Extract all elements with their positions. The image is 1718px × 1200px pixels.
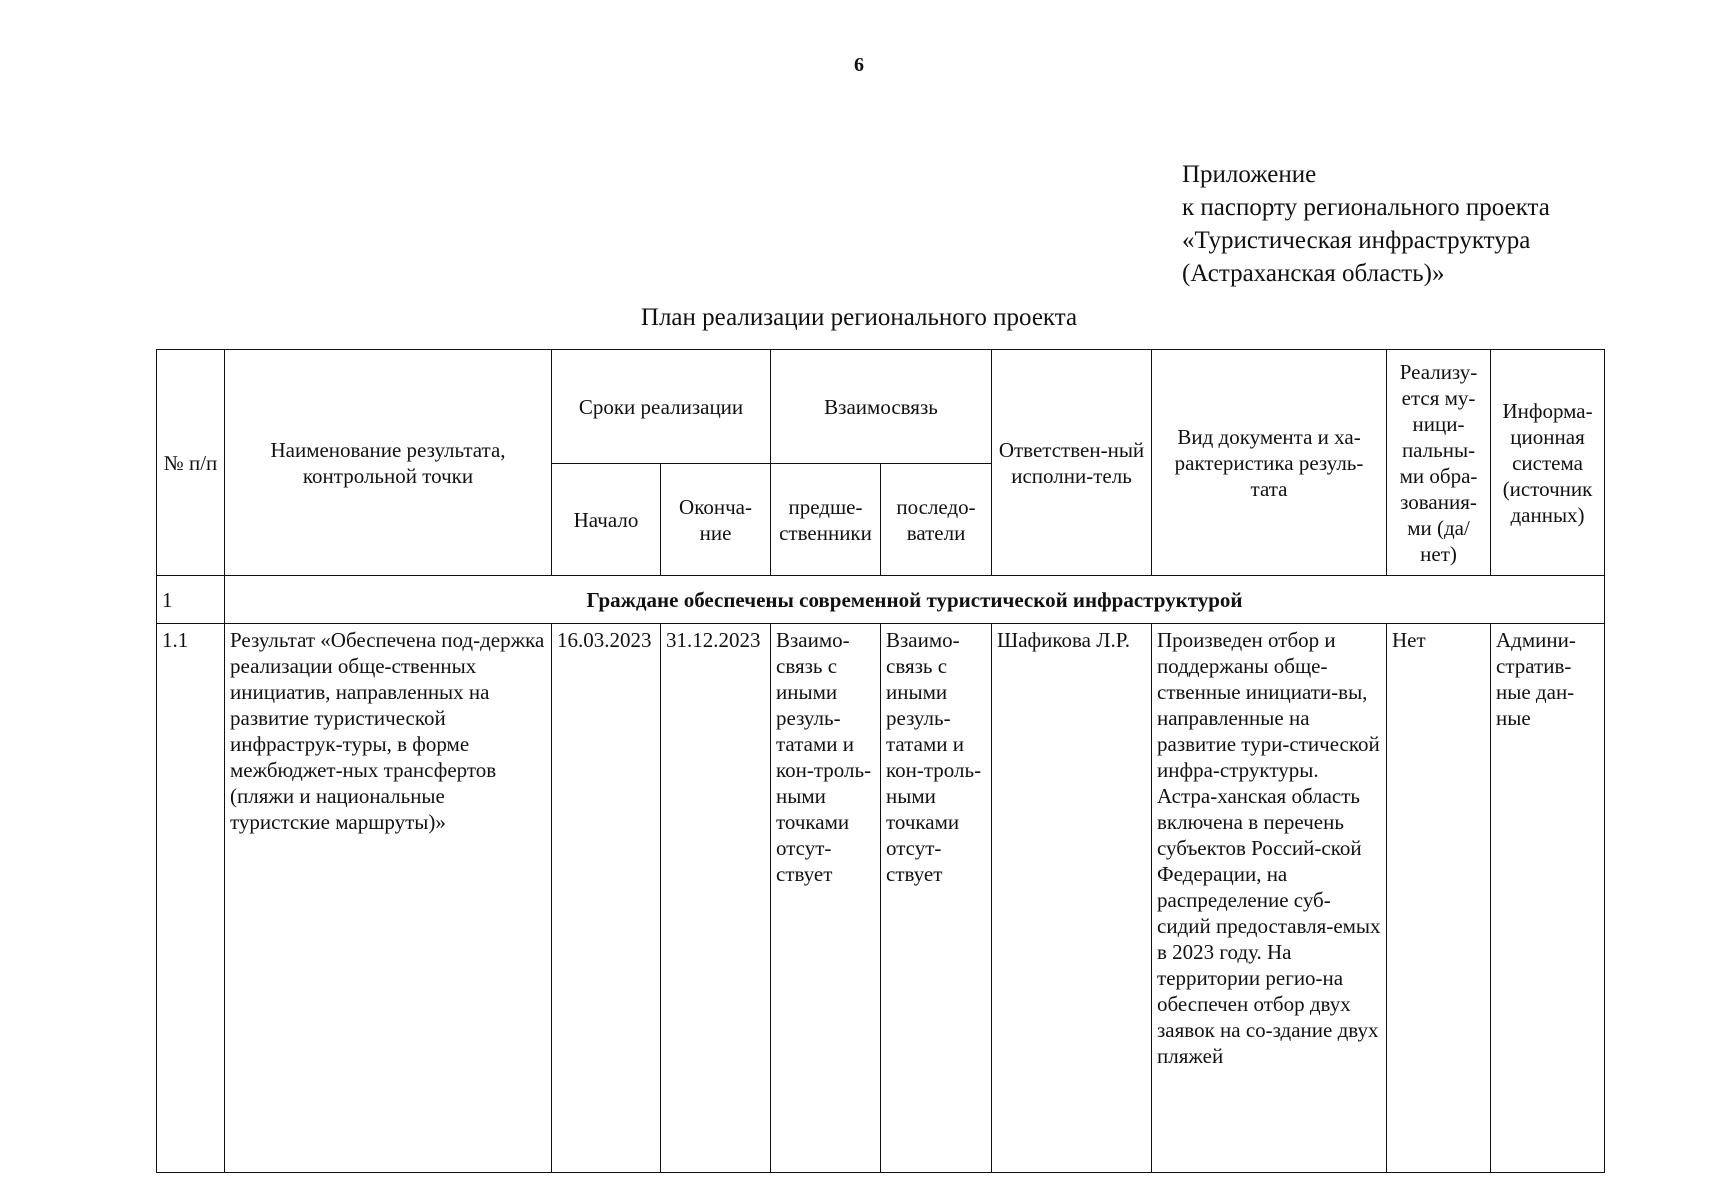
- info-system-cell: Админи-стратив-ные дан-ные: [1491, 624, 1605, 1173]
- end-date: 31.12.2023: [661, 624, 771, 1173]
- appendix-heading: [1182, 158, 1550, 290]
- table-row: [157, 624, 1605, 1173]
- predecessors-cell: Взаимо-связь с иными резуль-татами и кон-троль-ными точками отсут-ствует: [771, 624, 881, 1173]
- successors-cell: Взаимо-связь с иными резуль-татами и кон-троль-ными точками отсут-ствует: [881, 624, 992, 1173]
- header-successors: последо-ватели: [881, 464, 992, 576]
- header-end: Оконча-ние: [661, 464, 771, 576]
- section-title: Граждане обеспечены современной туристической инфраструктурой: [225, 576, 1605, 624]
- appendix-line: (Астраханская область)»: [1182, 260, 1445, 287]
- header-relation: Взаимосвязь: [771, 350, 992, 464]
- appendix-line: Приложение: [1182, 161, 1317, 188]
- header-name: Наименование результата, контрольной точки: [225, 350, 552, 576]
- appendix-line: к паспорту регионального проекта: [1182, 194, 1550, 221]
- header-responsible: Ответствен-ный исполни-тель: [992, 350, 1152, 576]
- appendix-line: «Туристическая инфраструктура: [1182, 227, 1531, 254]
- section-row: [157, 576, 1605, 624]
- header-num: № п/п: [157, 350, 225, 576]
- plan-title: План реализации регионального проекта: [640, 304, 1078, 331]
- header-terms: Сроки реализации: [552, 350, 771, 464]
- row-number: 1.1: [157, 624, 225, 1173]
- result-name: Результат «Обеспечена под-держка реализации обще-ственных инициатив, направленных на развитие туристической инфраструк-туры, в форме межбюджет-ных трансфертов (пляжи и национальные туристские маршруты)»: [225, 624, 552, 1173]
- page-number: 6: [854, 54, 864, 76]
- plan-table: [156, 349, 1605, 1173]
- start-date: 16.03.2023: [552, 624, 661, 1173]
- section-number: 1: [157, 576, 225, 624]
- header-municipal: Реализу-ется му-ници-пальны-ми обра-зования-ми (да/нет): [1387, 350, 1491, 576]
- header-row: [157, 350, 1605, 464]
- municipal-cell: Нет: [1387, 624, 1491, 1173]
- header-document: Вид документа и ха-рактеристика резуль-тата: [1152, 350, 1387, 576]
- document-cell: Произведен отбор и поддержаны обще-ственные инициати-вы, направленные на развитие тури-стической инфра-структуры. Астра-ханская область включена в перечень субъектов Россий-ской Федерации, на распределение суб-сидий предоставля-емых в 2023 году. На территории регио-на обеспечен отбор двух заявок на со-здание двух пляжей: [1152, 624, 1387, 1173]
- header-start: Начало: [552, 464, 661, 576]
- header-predecessors: предше-ственники: [771, 464, 881, 576]
- header-info-system: Информа-ционная система (источник данных): [1491, 350, 1605, 576]
- responsible-cell: Шафикова Л.Р.: [992, 624, 1152, 1173]
